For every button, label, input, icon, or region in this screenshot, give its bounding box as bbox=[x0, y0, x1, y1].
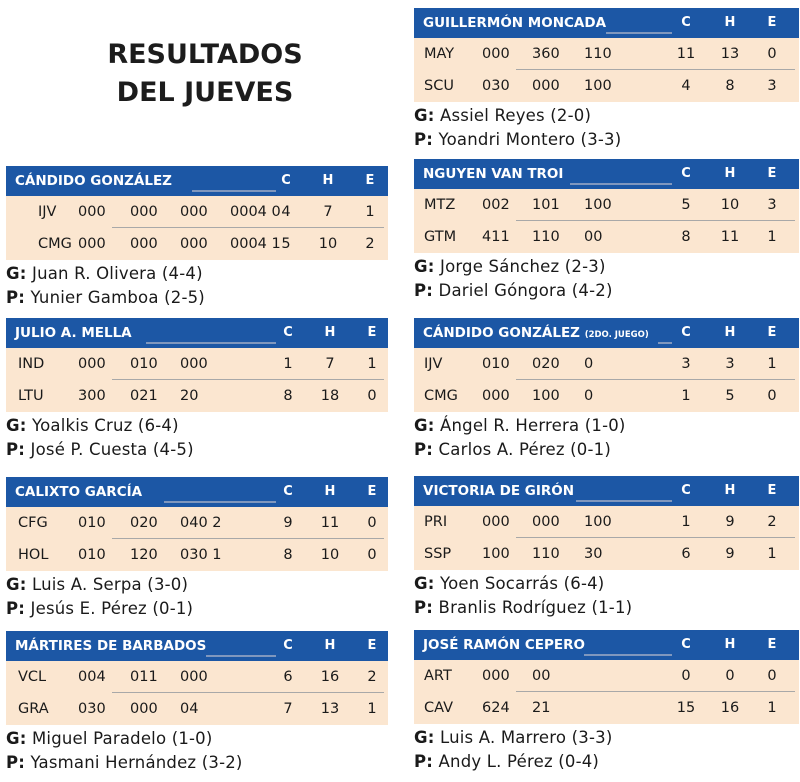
inning-group: 110 bbox=[532, 229, 560, 245]
losing-pitcher bbox=[6, 596, 193, 621]
inning-group: 000 bbox=[180, 236, 208, 252]
errors-value: 2 bbox=[365, 236, 375, 252]
losing-pitcher-label: P: bbox=[414, 130, 434, 149]
inning-group: 004 bbox=[78, 669, 106, 685]
hits-value: 10 bbox=[318, 236, 338, 252]
header-rule bbox=[146, 342, 276, 344]
game-box bbox=[6, 166, 388, 316]
team-row bbox=[414, 189, 799, 221]
winning-pitcher bbox=[6, 413, 179, 438]
runs-value: 9 bbox=[283, 515, 293, 531]
inning-group: 000 bbox=[180, 356, 208, 372]
team-row bbox=[6, 348, 388, 380]
inning-group: 110 bbox=[584, 46, 612, 62]
runs-value: 1 bbox=[681, 514, 691, 530]
team-row bbox=[6, 507, 388, 539]
runs-value: 1 bbox=[283, 356, 293, 372]
errors-value: 0 bbox=[367, 547, 377, 563]
stadium-name-text: CÁNDIDO GONZÁLEZ bbox=[15, 173, 172, 189]
column-header-hits: H bbox=[724, 325, 736, 340]
stadium-name bbox=[423, 8, 606, 38]
team-code: IND bbox=[18, 356, 45, 372]
stadium-subtitle: (2DO. JUEGO) bbox=[584, 330, 649, 340]
inning-group: 020 bbox=[532, 356, 560, 372]
winning-pitcher bbox=[414, 254, 606, 279]
page-title-line-1: RESULTADOS bbox=[107, 39, 303, 70]
game-header bbox=[414, 318, 799, 348]
hits-value: 13 bbox=[720, 46, 740, 62]
inning-group: 04 bbox=[180, 701, 199, 717]
hits-value: 13 bbox=[320, 701, 340, 717]
hits-value: 11 bbox=[320, 515, 340, 531]
runs-value: 6 bbox=[681, 546, 691, 562]
losing-pitcher-name: Dariel Góngora (4-2) bbox=[438, 281, 613, 300]
column-header-hits: H bbox=[324, 484, 336, 499]
team-row bbox=[414, 380, 799, 412]
stadium-name-text: JULIO A. MELLA bbox=[15, 325, 132, 341]
team-code: MAY bbox=[424, 46, 455, 62]
losing-pitcher-label: P: bbox=[6, 753, 26, 772]
losing-pitcher bbox=[6, 285, 205, 310]
winning-pitcher-label: G: bbox=[414, 416, 435, 435]
inning-group: 100 bbox=[584, 514, 612, 530]
game-box bbox=[414, 159, 799, 309]
column-header-errors: E bbox=[767, 15, 777, 30]
winning-pitcher-name: Yoalkis Cruz (6-4) bbox=[32, 416, 179, 435]
team-row bbox=[6, 228, 388, 260]
inning-group: 20 bbox=[180, 388, 199, 404]
game-box bbox=[6, 477, 388, 627]
errors-value: 1 bbox=[767, 356, 777, 372]
inning-group: 000 bbox=[130, 701, 158, 717]
inning-group: 000 bbox=[532, 78, 560, 94]
column-header-runs: C bbox=[681, 166, 691, 181]
runs-value: 5 bbox=[681, 197, 691, 213]
stadium-name-text: MÁRTIRES DE BARBADOS bbox=[15, 638, 207, 654]
team-row bbox=[414, 660, 799, 692]
inning-group: 120 bbox=[130, 547, 158, 563]
hits-value: 10 bbox=[320, 547, 340, 563]
column-header-errors: E bbox=[367, 325, 377, 340]
losing-pitcher-name: Branlis Rodríguez (1-1) bbox=[438, 598, 633, 617]
team-code: IJV bbox=[38, 204, 57, 220]
team-code: GRA bbox=[18, 701, 49, 717]
hits-value: 16 bbox=[720, 700, 740, 716]
losing-pitcher-label: P: bbox=[6, 440, 26, 459]
errors-value: 1 bbox=[367, 701, 377, 717]
runs-value: 6 bbox=[283, 669, 293, 685]
column-header-runs: C bbox=[283, 484, 293, 499]
winning-pitcher-label: G: bbox=[414, 574, 435, 593]
stadium-name bbox=[423, 476, 574, 506]
column-header-errors: E bbox=[767, 483, 777, 498]
game-box bbox=[414, 8, 799, 158]
winning-pitcher bbox=[414, 725, 612, 750]
team-row bbox=[414, 348, 799, 380]
inning-group: 411 bbox=[482, 229, 510, 245]
inning-group: 021 bbox=[130, 388, 158, 404]
winning-pitcher-label: G: bbox=[414, 106, 435, 125]
team-code: CAV bbox=[424, 700, 454, 716]
column-header-hits: H bbox=[724, 483, 736, 498]
team-row bbox=[6, 380, 388, 412]
inning-group: 002 bbox=[482, 197, 510, 213]
game-box bbox=[414, 318, 799, 468]
header-rule bbox=[206, 655, 276, 657]
losing-pitcher bbox=[6, 437, 194, 462]
team-row bbox=[414, 70, 799, 102]
winning-pitcher-name: Jorge Sánchez (2-3) bbox=[440, 257, 606, 276]
game-header bbox=[6, 631, 388, 661]
stadium-name-text: VICTORIA DE GIRÓN bbox=[423, 483, 575, 499]
game-header bbox=[6, 318, 388, 348]
losing-pitcher-name: Yoandri Montero (3-3) bbox=[438, 130, 622, 149]
team-code: LTU bbox=[18, 388, 44, 404]
winning-pitcher-name: Luis A. Serpa (3-0) bbox=[32, 575, 189, 594]
errors-value: 1 bbox=[767, 700, 777, 716]
errors-value: 1 bbox=[367, 356, 377, 372]
game-box bbox=[414, 476, 799, 626]
losing-pitcher bbox=[414, 127, 621, 152]
inning-group: 040 2 bbox=[180, 515, 222, 531]
team-row bbox=[414, 538, 799, 570]
column-header-runs: C bbox=[681, 325, 691, 340]
game-box bbox=[6, 631, 388, 781]
team-code: MTZ bbox=[424, 197, 456, 213]
losing-pitcher bbox=[414, 749, 599, 774]
winning-pitcher-name: Assiel Reyes (2-0) bbox=[440, 106, 592, 125]
column-header-errors: E bbox=[767, 637, 777, 652]
header-rule bbox=[570, 183, 672, 185]
inning-group: 0004 0 bbox=[230, 204, 281, 220]
page-title bbox=[60, 36, 350, 112]
winning-pitcher bbox=[6, 572, 188, 597]
runs-value: 11 bbox=[676, 46, 696, 62]
losing-pitcher bbox=[6, 750, 243, 775]
inning-group: 030 bbox=[482, 78, 510, 94]
winning-pitcher-label: G: bbox=[6, 729, 27, 748]
hits-value: 8 bbox=[725, 78, 735, 94]
inning-group: 000 bbox=[482, 388, 510, 404]
stadium-name-text: NGUYEN VAN TROI bbox=[423, 166, 564, 182]
inning-group: 21 bbox=[532, 700, 551, 716]
column-header-hits: H bbox=[724, 15, 736, 30]
losing-pitcher bbox=[414, 437, 611, 462]
losing-pitcher-name: Andy L. Pérez (0-4) bbox=[438, 752, 600, 771]
inning-group: 000 bbox=[78, 204, 106, 220]
hits-value: 9 bbox=[725, 546, 735, 562]
inning-group: 0 bbox=[584, 388, 594, 404]
winning-pitcher-label: G: bbox=[6, 416, 27, 435]
game-box bbox=[414, 630, 799, 780]
winning-pitcher bbox=[6, 726, 213, 751]
runs-value: 0 bbox=[681, 668, 691, 684]
winning-pitcher-name: Yoen Socarrás (6-4) bbox=[440, 574, 605, 593]
stadium-name-text: CÁNDIDO GONZÁLEZ bbox=[423, 325, 580, 341]
runs-value: 1 bbox=[681, 388, 691, 404]
errors-value: 0 bbox=[367, 515, 377, 531]
errors-value: 2 bbox=[767, 514, 777, 530]
header-rule bbox=[658, 342, 672, 344]
inning-group: 000 bbox=[482, 46, 510, 62]
hits-value: 7 bbox=[325, 356, 335, 372]
inning-group: 011 bbox=[130, 669, 158, 685]
column-header-runs: C bbox=[281, 173, 291, 188]
inning-group: 100 bbox=[482, 546, 510, 562]
stadium-name bbox=[15, 477, 142, 507]
column-header-hits: H bbox=[322, 173, 334, 188]
header-rule bbox=[576, 500, 672, 502]
inning-group: 000 bbox=[532, 514, 560, 530]
losing-pitcher-label: P: bbox=[414, 281, 434, 300]
stadium-name-text: GUILLERMÓN MONCADA bbox=[423, 15, 607, 31]
errors-value: 2 bbox=[367, 669, 377, 685]
winning-pitcher-name: Luis A. Marrero (3-3) bbox=[440, 728, 613, 747]
inning-group: 624 bbox=[482, 700, 510, 716]
hits-value: 11 bbox=[720, 229, 740, 245]
game-header bbox=[414, 8, 799, 38]
stadium-name bbox=[423, 318, 649, 350]
team-code: SCU bbox=[424, 78, 454, 94]
inning-group: 010 bbox=[78, 515, 106, 531]
stadium-name bbox=[423, 159, 563, 189]
column-header-hits: H bbox=[724, 637, 736, 652]
runs-value: 4 bbox=[281, 204, 291, 220]
column-header-hits: H bbox=[324, 638, 336, 653]
inning-group: 000 bbox=[180, 669, 208, 685]
hits-value: 18 bbox=[320, 388, 340, 404]
runs-value: 4 bbox=[681, 78, 691, 94]
inning-group: 000 bbox=[180, 204, 208, 220]
runs-value: 5 bbox=[281, 236, 291, 252]
team-row bbox=[414, 506, 799, 538]
team-row bbox=[6, 661, 388, 693]
game-header bbox=[414, 476, 799, 506]
errors-value: 3 bbox=[767, 78, 777, 94]
runs-value: 8 bbox=[681, 229, 691, 245]
column-header-runs: C bbox=[283, 638, 293, 653]
runs-value: 8 bbox=[283, 547, 293, 563]
team-row bbox=[6, 539, 388, 571]
losing-pitcher-label: P: bbox=[6, 599, 26, 618]
winning-pitcher-label: G: bbox=[414, 728, 435, 747]
inning-group: 000 bbox=[130, 204, 158, 220]
inning-group: 00 bbox=[584, 229, 603, 245]
column-header-runs: C bbox=[681, 637, 691, 652]
inning-group: 030 1 bbox=[180, 547, 222, 563]
header-rule bbox=[584, 654, 672, 656]
losing-pitcher-name: Yunier Gamboa (2-5) bbox=[30, 288, 205, 307]
column-header-errors: E bbox=[367, 638, 377, 653]
errors-value: 1 bbox=[767, 229, 777, 245]
column-header-hits: H bbox=[724, 166, 736, 181]
header-rule bbox=[164, 501, 276, 503]
column-header-runs: C bbox=[283, 325, 293, 340]
team-row bbox=[6, 693, 388, 725]
losing-pitcher bbox=[414, 278, 613, 303]
inning-group: 0 bbox=[584, 356, 594, 372]
errors-value: 0 bbox=[367, 388, 377, 404]
inning-group: 100 bbox=[532, 388, 560, 404]
winning-pitcher-name: Juan R. Olivera (4-4) bbox=[32, 264, 203, 283]
inning-group: 100 bbox=[584, 78, 612, 94]
losing-pitcher-name: Carlos A. Pérez (0-1) bbox=[438, 440, 611, 459]
column-header-errors: E bbox=[767, 166, 777, 181]
inning-group: 000 bbox=[482, 668, 510, 684]
losing-pitcher-label: P: bbox=[414, 598, 434, 617]
team-code: HOL bbox=[18, 547, 49, 563]
inning-group: 010 bbox=[78, 547, 106, 563]
team-code: GTM bbox=[424, 229, 457, 245]
losing-pitcher-name: Jesús E. Pérez (0-1) bbox=[30, 599, 194, 618]
runs-value: 7 bbox=[283, 701, 293, 717]
column-header-runs: C bbox=[681, 15, 691, 30]
runs-value: 3 bbox=[681, 356, 691, 372]
winning-pitcher bbox=[6, 261, 203, 286]
inning-group: 30 bbox=[584, 546, 603, 562]
column-header-errors: E bbox=[365, 173, 375, 188]
game-header bbox=[6, 477, 388, 507]
losing-pitcher-name: Yasmani Hernández (3-2) bbox=[30, 753, 243, 772]
inning-group: 300 bbox=[78, 388, 106, 404]
inning-group: 010 bbox=[130, 356, 158, 372]
team-code: CMG bbox=[424, 388, 458, 404]
errors-value: 3 bbox=[767, 197, 777, 213]
inning-group: 00 bbox=[532, 668, 551, 684]
inning-group: 360 bbox=[532, 46, 560, 62]
runs-value: 8 bbox=[283, 388, 293, 404]
stadium-name-text: JOSÉ RAMÓN CEPERO bbox=[423, 637, 586, 653]
game-header bbox=[6, 166, 388, 196]
team-row bbox=[6, 196, 388, 228]
team-row bbox=[414, 692, 799, 724]
winning-pitcher bbox=[414, 413, 626, 438]
team-code: IJV bbox=[424, 356, 443, 372]
team-code: SSP bbox=[424, 546, 452, 562]
team-code: ART bbox=[424, 668, 452, 684]
errors-value: 0 bbox=[767, 388, 777, 404]
losing-pitcher-label: P: bbox=[414, 440, 434, 459]
header-rule bbox=[606, 32, 672, 34]
hits-value: 5 bbox=[725, 388, 735, 404]
inning-group: 000 bbox=[482, 514, 510, 530]
team-row bbox=[414, 38, 799, 70]
column-header-errors: E bbox=[767, 325, 777, 340]
inning-group: 010 bbox=[482, 356, 510, 372]
game-box bbox=[6, 318, 388, 468]
winning-pitcher-name: Ángel R. Herrera (1-0) bbox=[440, 416, 626, 435]
inning-group: 000 bbox=[78, 236, 106, 252]
losing-pitcher-name: José P. Cuesta (4-5) bbox=[30, 440, 194, 459]
inning-group: 101 bbox=[532, 197, 560, 213]
errors-value: 0 bbox=[767, 668, 777, 684]
winning-pitcher-label: G: bbox=[414, 257, 435, 276]
game-header bbox=[414, 159, 799, 189]
team-code: CFG bbox=[18, 515, 48, 531]
winning-pitcher bbox=[414, 103, 591, 128]
page-title-line-2: DEL JUEVES bbox=[116, 77, 294, 108]
losing-pitcher-label: P: bbox=[414, 752, 434, 771]
winning-pitcher-label: G: bbox=[6, 264, 27, 283]
inning-group: 110 bbox=[532, 546, 560, 562]
column-header-runs: C bbox=[681, 483, 691, 498]
errors-value: 1 bbox=[767, 546, 777, 562]
hits-value: 9 bbox=[725, 514, 735, 530]
inning-group: 000 bbox=[78, 356, 106, 372]
errors-value: 0 bbox=[767, 46, 777, 62]
winning-pitcher bbox=[414, 571, 604, 596]
inning-group: 030 bbox=[78, 701, 106, 717]
hits-value: 0 bbox=[725, 668, 735, 684]
team-code: PRI bbox=[424, 514, 448, 530]
inning-group: 000 bbox=[130, 236, 158, 252]
stadium-name-text: CALIXTO GARCÍA bbox=[15, 484, 143, 500]
errors-value: 1 bbox=[365, 204, 375, 220]
column-header-hits: H bbox=[324, 325, 336, 340]
losing-pitcher-label: P: bbox=[6, 288, 26, 307]
stadium-name bbox=[15, 166, 172, 196]
winning-pitcher-label: G: bbox=[6, 575, 27, 594]
hits-value: 3 bbox=[725, 356, 735, 372]
team-code: VCL bbox=[18, 669, 47, 685]
header-rule bbox=[192, 190, 276, 192]
stadium-name bbox=[423, 630, 585, 660]
winning-pitcher-name: Miguel Paradelo (1-0) bbox=[32, 729, 213, 748]
inning-group: 0004 1 bbox=[230, 236, 281, 252]
inning-group: 100 bbox=[584, 197, 612, 213]
hits-value: 7 bbox=[323, 204, 333, 220]
losing-pitcher bbox=[414, 595, 632, 620]
hits-value: 16 bbox=[320, 669, 340, 685]
team-code: CMG bbox=[38, 236, 72, 252]
stadium-name bbox=[15, 631, 206, 661]
hits-value: 10 bbox=[720, 197, 740, 213]
team-row bbox=[414, 221, 799, 253]
runs-value: 15 bbox=[676, 700, 696, 716]
column-header-errors: E bbox=[367, 484, 377, 499]
inning-group: 020 bbox=[130, 515, 158, 531]
game-header bbox=[414, 630, 799, 660]
stadium-name bbox=[15, 318, 132, 348]
